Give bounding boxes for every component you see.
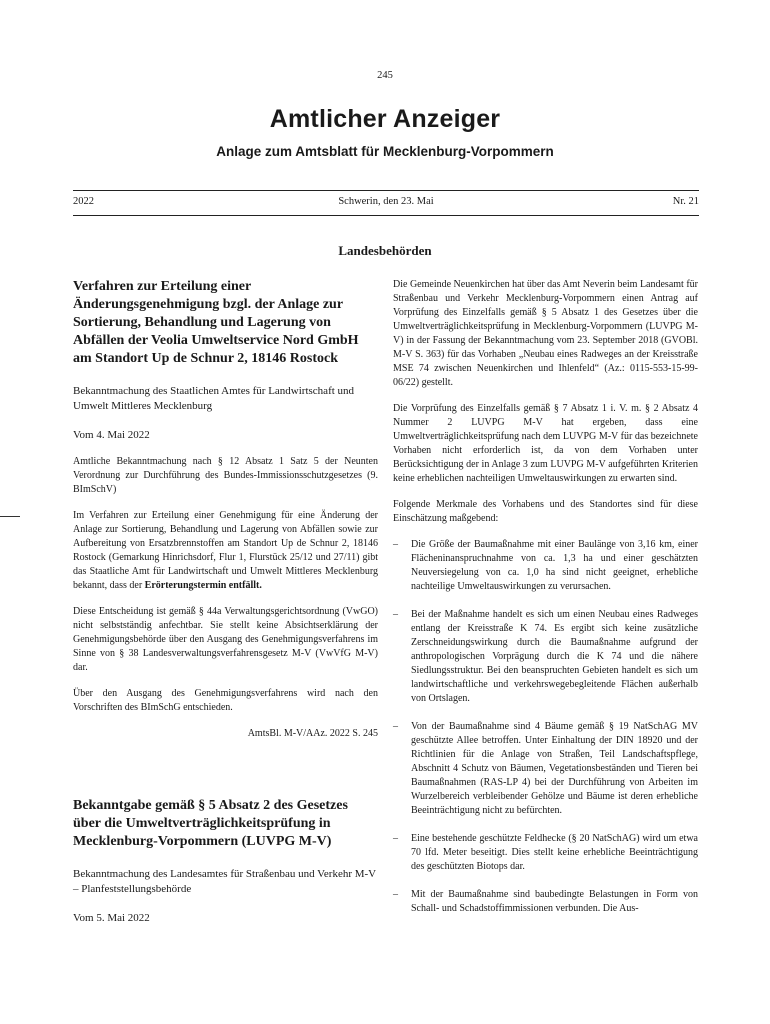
issue-bar — [73, 190, 699, 216]
right-column — [393, 278, 698, 930]
list-dash: – — [393, 609, 398, 620]
list-dash: – — [393, 539, 398, 550]
masthead-title: Amtlicher Anzeiger — [269, 105, 501, 133]
left-column — [73, 278, 378, 938]
list-item-text: Eine bestehende geschützte Feldhecke (§ 20 NatSchAG) wird um etwa 70 lfd. Meter beseitigt. Dies stellt keine erhebliche Beeinträchtigung des geschützten Biotops dar. — [411, 833, 698, 872]
article-1-paragraph-4: Über den Ausgang des Genehmigungsverfahrens wird nach den Vorschriften des BImSchG entschieden. — [73, 688, 378, 713]
list-item — [393, 720, 698, 818]
list-item-text: Bei der Maßnahme handelt es sich um einen Neubau eines Radweges entlang der Kreisstraße K 74. Es ergibt sich keine zusätzliche Zerschneidungswirkung durch die Baumaßnahme aufgrund der anthropologischen Vorprägung durch die K 74 und die nähere Siedlungsstruktur. Bei den beanspruchten Gebieten handelt es sich um landwirtschaftliche und verkehrswegebegleitende Flächen außerhalb von Ortslagen. — [411, 609, 698, 704]
issue-number: Nr. 21 — [672, 196, 699, 207]
list-item-text: Von der Baumaßnahme sind 4 Bäume gemäß § 19 NatSchAG MV geschützte Allee betroffen. Unter Einhaltung der DIN 18920 und der Richtlinien für die Anlage von Straßen, Teil Landschaftspflege, Abschnitt 4 Schutz von Bäumen, Vegetationsbeständen und Tieren bei Baumaßnahmen (RAS-LP 4) bei der Durchführung von Arbeiten im Wurzelbereich verbleibender Gehölze und Bäume ist deren erhebliche Beeinträchtigung nicht zu befürchten. — [411, 721, 698, 816]
article-1-paragraph-2-bold: Erörterungstermin entfällt. — [144, 580, 262, 591]
issue-year: 2022 — [73, 196, 94, 207]
article-2-paragraph-3: Folgende Merkmale des Vorhabens und des Standortes sind für diese Einschätzung maßgebend: — [393, 499, 698, 524]
article-1-paragraph-2 — [73, 509, 378, 593]
article-1-paragraph-3: Diese Entscheidung ist gemäß § 44a Verwaltungsgerichtsordnung (VwGO) nicht selbstständig anfechtbar. Sie stellt keine Absichtserklärung der Genehmigungsbehörde über den Ausgang des Genehmigungsverfahrens im Sinne von § 38 Landesverwaltungsverfahrensgesetz M-V (VwVfG M-V) dar. — [73, 606, 378, 673]
article-1-title: Verfahren zur Erteilung einer Änderungsgenehmigung bzgl. der Anlage zur Sortierung, Behandlung und Lagerung von Abfällen der Veolia Umweltservice Nord GmbH am Standort Up de Schnur 2, 18146 Rostock — [73, 279, 359, 366]
page-number: 245 — [377, 70, 393, 81]
criteria-list — [393, 538, 698, 916]
list-item — [393, 888, 698, 916]
list-dash: – — [393, 833, 398, 844]
article-2-paragraph-1: Die Gemeinde Neuenkirchen hat über das Amt Neverin beim Landesamt für Straßenbau und Verkehr Mecklenburg-Vorpommern einen Antrag auf Vorprüfung des Einzelfalls gemäß § 5 Absatz 1 des Gesetzes über die Umweltverträglichkeitsprüfung in Mecklenburg-Vorpommern (LUVPG M-V) in der Fassung der Bekanntmachung vom 23. September 2018 (GVOBl. M-V S. 363) für das Vorhaben „Neubau eines Radweges an der Kreisstraße MSE 74 zwischen Neuenkirchen und Ihlenfeld“ (Az.: 0115-553-15-99-06/22) gestellt. — [393, 279, 698, 388]
list-item — [393, 608, 698, 706]
masthead-subtitle: Anlage zum Amtsblatt für Mecklenburg-Vorpommern — [216, 144, 554, 159]
list-item-text: Die Größe der Baumaßnahme mit einer Baulänge von 3,16 km, einer Flächeninanspruchnahme von ca. 1,3 ha und einer geschätzten Neuversiegelung von ca. 1,0 ha sind nicht geeignet, erhebliche nachteilige Umweltauswirkungen zu verursachen. — [411, 539, 698, 592]
article-1-date: Vom 4. Mai 2022 — [73, 429, 150, 441]
issue-place-date: Schwerin, den 23. Mai — [338, 196, 434, 207]
article-2-title: Bekanntgabe gemäß § 5 Absatz 2 des Gesetzes über die Umweltverträglichkeitsprüfung in Mecklenburg-Vorpommern (LUVPG M-V) — [73, 798, 348, 849]
article-2-issuer: Bekanntmachung des Landesamtes für Straßenbau und Verkehr M-V – Planfeststellungsbehörde — [73, 868, 376, 895]
list-item — [393, 832, 698, 874]
article-1-issuer: Bekanntmachung des Staatlichen Amtes für Landwirtschaft und Umwelt Mittleres Mecklenburg — [73, 385, 355, 412]
article-2-date: Vom 5. Mai 2022 — [73, 912, 150, 924]
section-title: Landesbehörden — [338, 243, 432, 258]
list-dash: – — [393, 889, 398, 900]
article-1-paragraph-2-text: Im Verfahren zur Erteilung einer Genehmigung für eine Änderung der Anlage zur Sortierung, Behandlung und Lagerung von Abfällen sowie zur Aufbereitung von Ersatzbrennstoffen am Standort Up de Schnur 2, 18146 Rostock (Gemarkung Hinrichsdorf, Flur 1, Flurstück 25/12 und 27/11) gibt das Staatliche Amt für Landwirtschaft und Umwelt Mittleres Mecklenburg bekannt, dass der — [73, 510, 378, 591]
list-dash: – — [393, 721, 398, 732]
list-item — [393, 538, 698, 594]
article-1-citation: AmtsBl. M-V/AAz. 2022 S. 245 — [247, 728, 378, 739]
margin-mark — [0, 516, 20, 517]
article-2-paragraph-2: Die Vorprüfung des Einzelfalls gemäß § 7 Absatz 1 i. V. m. § 2 Absatz 4 Nummer 2 LUVPG M-V hat ergeben, dass eine Umweltverträglichkeitsprüfung nach dem LUVPG M-V für das bezeichnete Vorhaben nicht erforderlich ist, da von dem Vorhaben unter Berücksichtigung der in Anlage 3 zum LUVPG M-V aufgeführten Kriterien keine erheblichen nachteiligen Umweltauswirkungen zu erwarten sind. — [393, 403, 698, 484]
list-item-text: Mit der Baumaßnahme sind baubedingte Belastungen in Form von Schall- und Schadstoffimmissionen verbunden. Die Aus- — [411, 889, 698, 914]
article-1-paragraph-1: Amtliche Bekanntmachung nach § 12 Absatz 1 Satz 5 der Neunten Verordnung zur Durchführung des Bundes-Immissionsschutzgesetzes (9. BImSchV) — [73, 456, 378, 495]
